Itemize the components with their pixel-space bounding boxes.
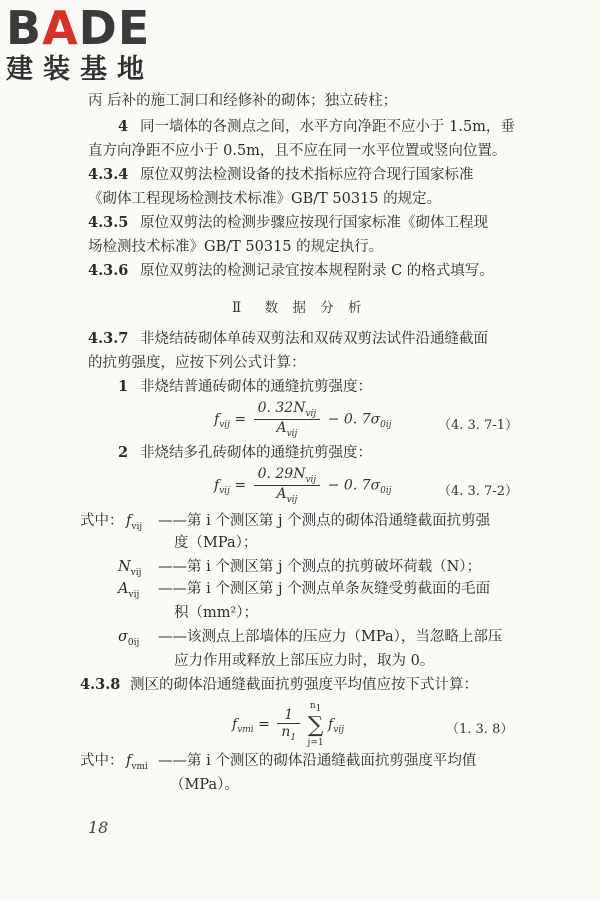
item-number: 2 (118, 444, 129, 461)
clause-number: 4.3.6 (88, 262, 129, 279)
definition-line: ——该测点上部墙体的压应力（MPa），当忽略上部压 (158, 629, 503, 645)
logo-subtitle: 建装基地 (6, 54, 154, 85)
definition-line: （MPa）。 (170, 777, 239, 793)
formula-1: $f_{vij}$ = $\frac{0. 32N_{vij}}{A_{vij}}$ − 0. $7\sigma_{0ij}$ (214, 400, 392, 439)
text-line: 原位双剪法检测设备的技术指标应符合现行国家标准 (140, 167, 474, 183)
clause-number: 4.3.4 (88, 166, 129, 183)
text-line: 场检测技术标准》GB/T 50315 的规定执行。 (88, 239, 384, 255)
definition-line: ——第 i 个测区第 j 个测点单条灰缝受剪截面的毛面 (158, 581, 491, 597)
definition-line: 积（mm²）； (174, 605, 259, 621)
text-line: 非烧结砖砌体单砖双剪法和双砖双剪法试件沿通缝截面 (140, 331, 488, 347)
equation-number: （4. 3. 7-1） (438, 418, 519, 433)
clause-number: 4.3.5 (88, 214, 129, 231)
definition-line: 度（MPa）； (174, 535, 258, 551)
item-number: 4 (118, 118, 129, 135)
text-line: 原位双剪法的检测记录宜按本规程附录 C 的格式填写。 (140, 263, 494, 279)
equation-number: （1. 3. 8） (446, 722, 514, 737)
symbol-fvij: $f_{vij}$ (126, 513, 143, 532)
section-heading: Ⅱ 数 据 分 析 (232, 300, 367, 316)
definition-line: ——第 i 个测区的砌体沿通缝截面抗剪强度平均值 (158, 753, 477, 769)
text-line: 丙 后补的施工洞口和经修补的砌体；独立砖柱； (88, 93, 398, 109)
text-line: 原位双剪法的检测步骤应按现行国家标准《砌体工程现 (140, 215, 488, 231)
symbol-nvij: $N_{vij}$ (118, 559, 142, 578)
text-line: 测区的砌体沿通缝截面抗剪强度平均值应按下式计算： (130, 677, 478, 693)
item-number: 1 (118, 378, 129, 395)
formula-2: $f_{vij}$ = $\frac{0. 29N_{vij}}{A_{vij}}$ − 0. $7\sigma_{0ij}$ (214, 466, 392, 505)
logo-word: BADE (6, 1, 151, 55)
symbol-sigma: $\sigma_{0ij}$ (118, 629, 140, 648)
clause-number: 4.3.7 (88, 330, 129, 347)
definition-line: ——第 i 个测区第 j 个测点的抗剪破坏荷载（N）； (158, 559, 482, 575)
text-line: 直方向净距不应小于 0.5m，且不应在同一水平位置或竖向位置。 (88, 143, 507, 159)
symbol-avij: $A_{vij}$ (118, 581, 140, 600)
where-label: 式中： (80, 513, 124, 529)
text-line: 《砌体工程现场检测技术标准》GB/T 50315 的规定。 (88, 191, 442, 207)
text-line: 同一墙体的各测点之间，水平方向净距不应小于 1.5m，垂 (140, 119, 515, 135)
equation-number: （4. 3. 7-2） (438, 484, 519, 499)
text-line: 的抗剪强度，应按下列公式计算： (88, 355, 306, 371)
text-line: 非烧结普通砖砌体的通缝抗剪强度： (140, 379, 372, 395)
formula-3: $f_{vmi}$ = $\frac{1}{n_1}$ $n_1$ ∑ j=1 $f_{vij}$ (232, 701, 345, 748)
text-line: 非烧结多孔砖砌体的通缝抗剪强度： (140, 445, 372, 461)
clause-number: 4.3.8 (80, 676, 121, 693)
definition-line: 应力作用或释放上部压应力时，取为 0。 (174, 653, 435, 669)
symbol-fvmi: $f_{vmi}$ (126, 753, 148, 772)
definition-line: ——第 i 个测区第 j 个测点的砌体沿通缝截面抗剪强 (158, 513, 491, 529)
where-label: 式中： (80, 753, 124, 769)
page-number: 18 (88, 818, 109, 837)
